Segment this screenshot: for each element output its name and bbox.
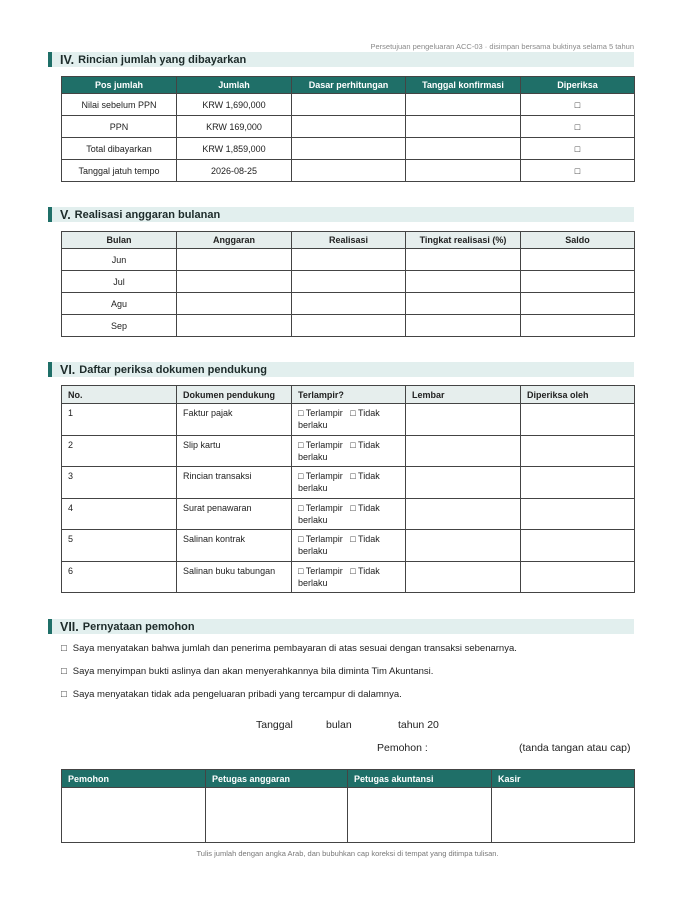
table-row xyxy=(62,271,635,293)
declaration-checkbox[interactable]: □ xyxy=(61,689,67,700)
basis-cell[interactable] xyxy=(292,116,406,138)
checked-by-cell[interactable] xyxy=(521,404,635,436)
budget-cell[interactable] xyxy=(177,293,292,315)
table-row xyxy=(62,467,635,499)
column-header: No. xyxy=(62,386,177,404)
number-cell: 5 xyxy=(62,530,177,562)
column-header: Tingkat realisasi (%) xyxy=(406,232,521,249)
signature-hint: (tanda tangan atau cap) xyxy=(519,742,631,754)
payment-details-table xyxy=(61,76,635,182)
applicant-label: Pemohon : xyxy=(377,742,428,754)
number-cell: 2 xyxy=(62,435,177,467)
item-cell: PPN xyxy=(62,116,177,138)
realization-cell[interactable] xyxy=(292,249,406,271)
rate-cell[interactable] xyxy=(406,293,521,315)
column-header: Jumlah xyxy=(177,77,292,94)
column-header: Petugas anggaran xyxy=(206,770,348,788)
column-header: Lembar xyxy=(406,386,521,404)
applicant-signature-box[interactable] xyxy=(62,788,206,843)
section-vii-label: Pernyataan pemohon xyxy=(82,620,195,633)
number-cell: 3 xyxy=(62,467,177,499)
attached-checkboxes[interactable]: □ Terlampir □ Tidak berlaku xyxy=(292,467,406,499)
realization-cell[interactable] xyxy=(292,271,406,293)
table-row xyxy=(62,498,635,530)
checked-by-cell[interactable] xyxy=(521,498,635,530)
supporting-documents-table xyxy=(61,385,635,593)
number-cell: 1 xyxy=(62,404,177,436)
table-header-row xyxy=(62,386,635,404)
declaration-text: Saya menyatakan tidak ada pengeluaran pribadi yang tercampur di dalamnya. xyxy=(72,689,402,700)
document-cell: Salinan kontrak xyxy=(177,530,292,562)
basis-cell[interactable] xyxy=(292,138,406,160)
declaration-item[interactable] xyxy=(61,643,517,654)
column-header: Diperiksa oleh xyxy=(521,386,635,404)
table-row xyxy=(62,160,635,182)
sheets-cell[interactable] xyxy=(406,467,521,499)
document-cell: Rincian transaksi xyxy=(177,467,292,499)
attached-checkboxes[interactable]: □ Terlampir □ Tidak berlaku xyxy=(292,561,406,593)
attached-checkboxes[interactable]: □ Terlampir □ Tidak berlaku xyxy=(292,530,406,562)
checked-by-cell[interactable] xyxy=(521,561,635,593)
column-header: Petugas akuntansi xyxy=(348,770,492,788)
section-vii-number: VII. xyxy=(60,619,79,634)
table-row xyxy=(62,404,635,436)
checked-by-cell[interactable] xyxy=(521,467,635,499)
attached-checkboxes[interactable]: □ Terlampir □ Tidak berlaku xyxy=(292,404,406,436)
date-year-label: tahun 20 xyxy=(398,719,439,731)
section-iv-number: IV. xyxy=(60,52,75,67)
column-header: Dokumen pendukung xyxy=(177,386,292,404)
table-row xyxy=(62,249,635,271)
checked-checkbox[interactable]: □ xyxy=(521,138,635,160)
column-header: Dasar perhitungan xyxy=(292,77,406,94)
balance-cell[interactable] xyxy=(521,249,635,271)
table-row xyxy=(62,116,635,138)
declaration-checkbox[interactable]: □ xyxy=(61,666,67,677)
basis-cell[interactable] xyxy=(292,160,406,182)
declaration-text: Saya menyatakan bahwa jumlah dan penerima pembayaran di atas sesuai dengan transaksi sebenarnya. xyxy=(72,643,517,654)
sheets-cell[interactable] xyxy=(406,498,521,530)
document-cell: Slip kartu xyxy=(177,435,292,467)
confirm-date-cell[interactable] xyxy=(406,138,521,160)
section-v-label: Realisasi anggaran bulanan xyxy=(74,208,221,221)
date-month-label: bulan xyxy=(326,719,352,731)
section-vi-title xyxy=(48,362,634,377)
table-header-row xyxy=(62,232,635,249)
budget-cell[interactable] xyxy=(177,315,292,337)
realization-cell[interactable] xyxy=(292,293,406,315)
section-iv-label: Rincian jumlah yang dibayarkan xyxy=(78,53,247,66)
declaration-item[interactable] xyxy=(61,666,433,677)
table-row xyxy=(62,435,635,467)
monthly-budget-table xyxy=(61,231,635,337)
sheets-cell[interactable] xyxy=(406,530,521,562)
table-row xyxy=(62,94,635,116)
column-header: Bulan xyxy=(62,232,177,249)
sheets-cell[interactable] xyxy=(406,435,521,467)
confirm-date-cell[interactable] xyxy=(406,94,521,116)
checked-by-cell[interactable] xyxy=(521,435,635,467)
approval-signature-table xyxy=(61,769,635,843)
rate-cell[interactable] xyxy=(406,315,521,337)
item-cell: Nilai sebelum PPN xyxy=(62,94,177,116)
sheets-cell[interactable] xyxy=(406,561,521,593)
cashier-signature-box[interactable] xyxy=(492,788,635,843)
basis-cell[interactable] xyxy=(292,94,406,116)
column-header: Realisasi xyxy=(292,232,406,249)
balance-cell[interactable] xyxy=(521,271,635,293)
month-cell: Agu xyxy=(62,293,177,315)
section-vi-number: VI. xyxy=(60,362,76,377)
month-cell: Jul xyxy=(62,271,177,293)
budget-cell[interactable] xyxy=(177,249,292,271)
table-header-row xyxy=(62,770,635,788)
table-header-row xyxy=(62,77,635,94)
amount-cell: KRW 169,000 xyxy=(177,116,292,138)
table-row xyxy=(62,530,635,562)
column-header: Diperiksa xyxy=(521,77,635,94)
realization-cell[interactable] xyxy=(292,315,406,337)
checked-checkbox[interactable]: □ xyxy=(521,94,635,116)
sheets-cell[interactable] xyxy=(406,404,521,436)
balance-cell[interactable] xyxy=(521,315,635,337)
number-cell: 4 xyxy=(62,498,177,530)
declaration-text: Saya menyimpan bukti aslinya dan akan menyerahkannya bila diminta Tim Akuntansi. xyxy=(72,666,434,677)
footer-note: Tulis jumlah dengan angka Arab, dan bubuhkan cap koreksi di tempat yang ditimpa tulisan. xyxy=(196,849,499,858)
column-header: Pos jumlah xyxy=(62,77,177,94)
rate-cell[interactable] xyxy=(406,249,521,271)
section-v-title xyxy=(48,207,634,222)
document-cell: Surat penawaran xyxy=(177,498,292,530)
month-cell: Jun xyxy=(62,249,177,271)
column-header: Pemohon xyxy=(62,770,206,788)
date-day-label: Tanggal xyxy=(256,719,293,731)
balance-cell[interactable] xyxy=(521,293,635,315)
section-vii-title xyxy=(48,619,634,634)
column-header: Kasir xyxy=(492,770,635,788)
rate-cell[interactable] xyxy=(406,271,521,293)
column-header: Anggaran xyxy=(177,232,292,249)
declaration-item[interactable] xyxy=(61,689,402,700)
document-cell: Salinan buku tabungan xyxy=(177,561,292,593)
column-header: Saldo xyxy=(521,232,635,249)
column-header: Terlampir? xyxy=(292,386,406,404)
checked-checkbox[interactable]: □ xyxy=(521,116,635,138)
amount-cell: 2026-08-25 xyxy=(177,160,292,182)
document-cell: Faktur pajak xyxy=(177,404,292,436)
declaration-checkbox[interactable]: □ xyxy=(61,643,67,654)
item-cell: Tanggal jatuh tempo xyxy=(62,160,177,182)
section-vi-label: Daftar periksa dokumen pendukung xyxy=(79,363,267,376)
attached-checkboxes[interactable]: □ Terlampir □ Tidak berlaku xyxy=(292,498,406,530)
budget-officer-signature-box[interactable] xyxy=(206,788,348,843)
month-cell: Sep xyxy=(62,315,177,337)
table-row xyxy=(62,315,635,337)
table-row xyxy=(62,561,635,593)
section-v-number: V. xyxy=(60,207,71,222)
column-header: Tanggal konfirmasi xyxy=(406,77,521,94)
table-row xyxy=(62,138,635,160)
confirm-date-cell[interactable] xyxy=(406,116,521,138)
accounting-officer-signature-box[interactable] xyxy=(348,788,492,843)
attached-checkboxes[interactable]: □ Terlampir □ Tidak berlaku xyxy=(292,435,406,467)
amount-cell: KRW 1,859,000 xyxy=(177,138,292,160)
item-cell: Total dibayarkan xyxy=(62,138,177,160)
checked-by-cell[interactable] xyxy=(521,530,635,562)
amount-cell: KRW 1,690,000 xyxy=(177,94,292,116)
checked-checkbox[interactable]: □ xyxy=(521,160,635,182)
signature-row xyxy=(62,788,635,843)
document-header-note: Persetujuan pengeluaran ACC-03 · disimpan bersama buktinya selama 5 tahun xyxy=(370,42,634,51)
table-row xyxy=(62,293,635,315)
section-iv-title xyxy=(48,52,634,67)
budget-cell[interactable] xyxy=(177,271,292,293)
number-cell: 6 xyxy=(62,561,177,593)
confirm-date-cell[interactable] xyxy=(406,160,521,182)
